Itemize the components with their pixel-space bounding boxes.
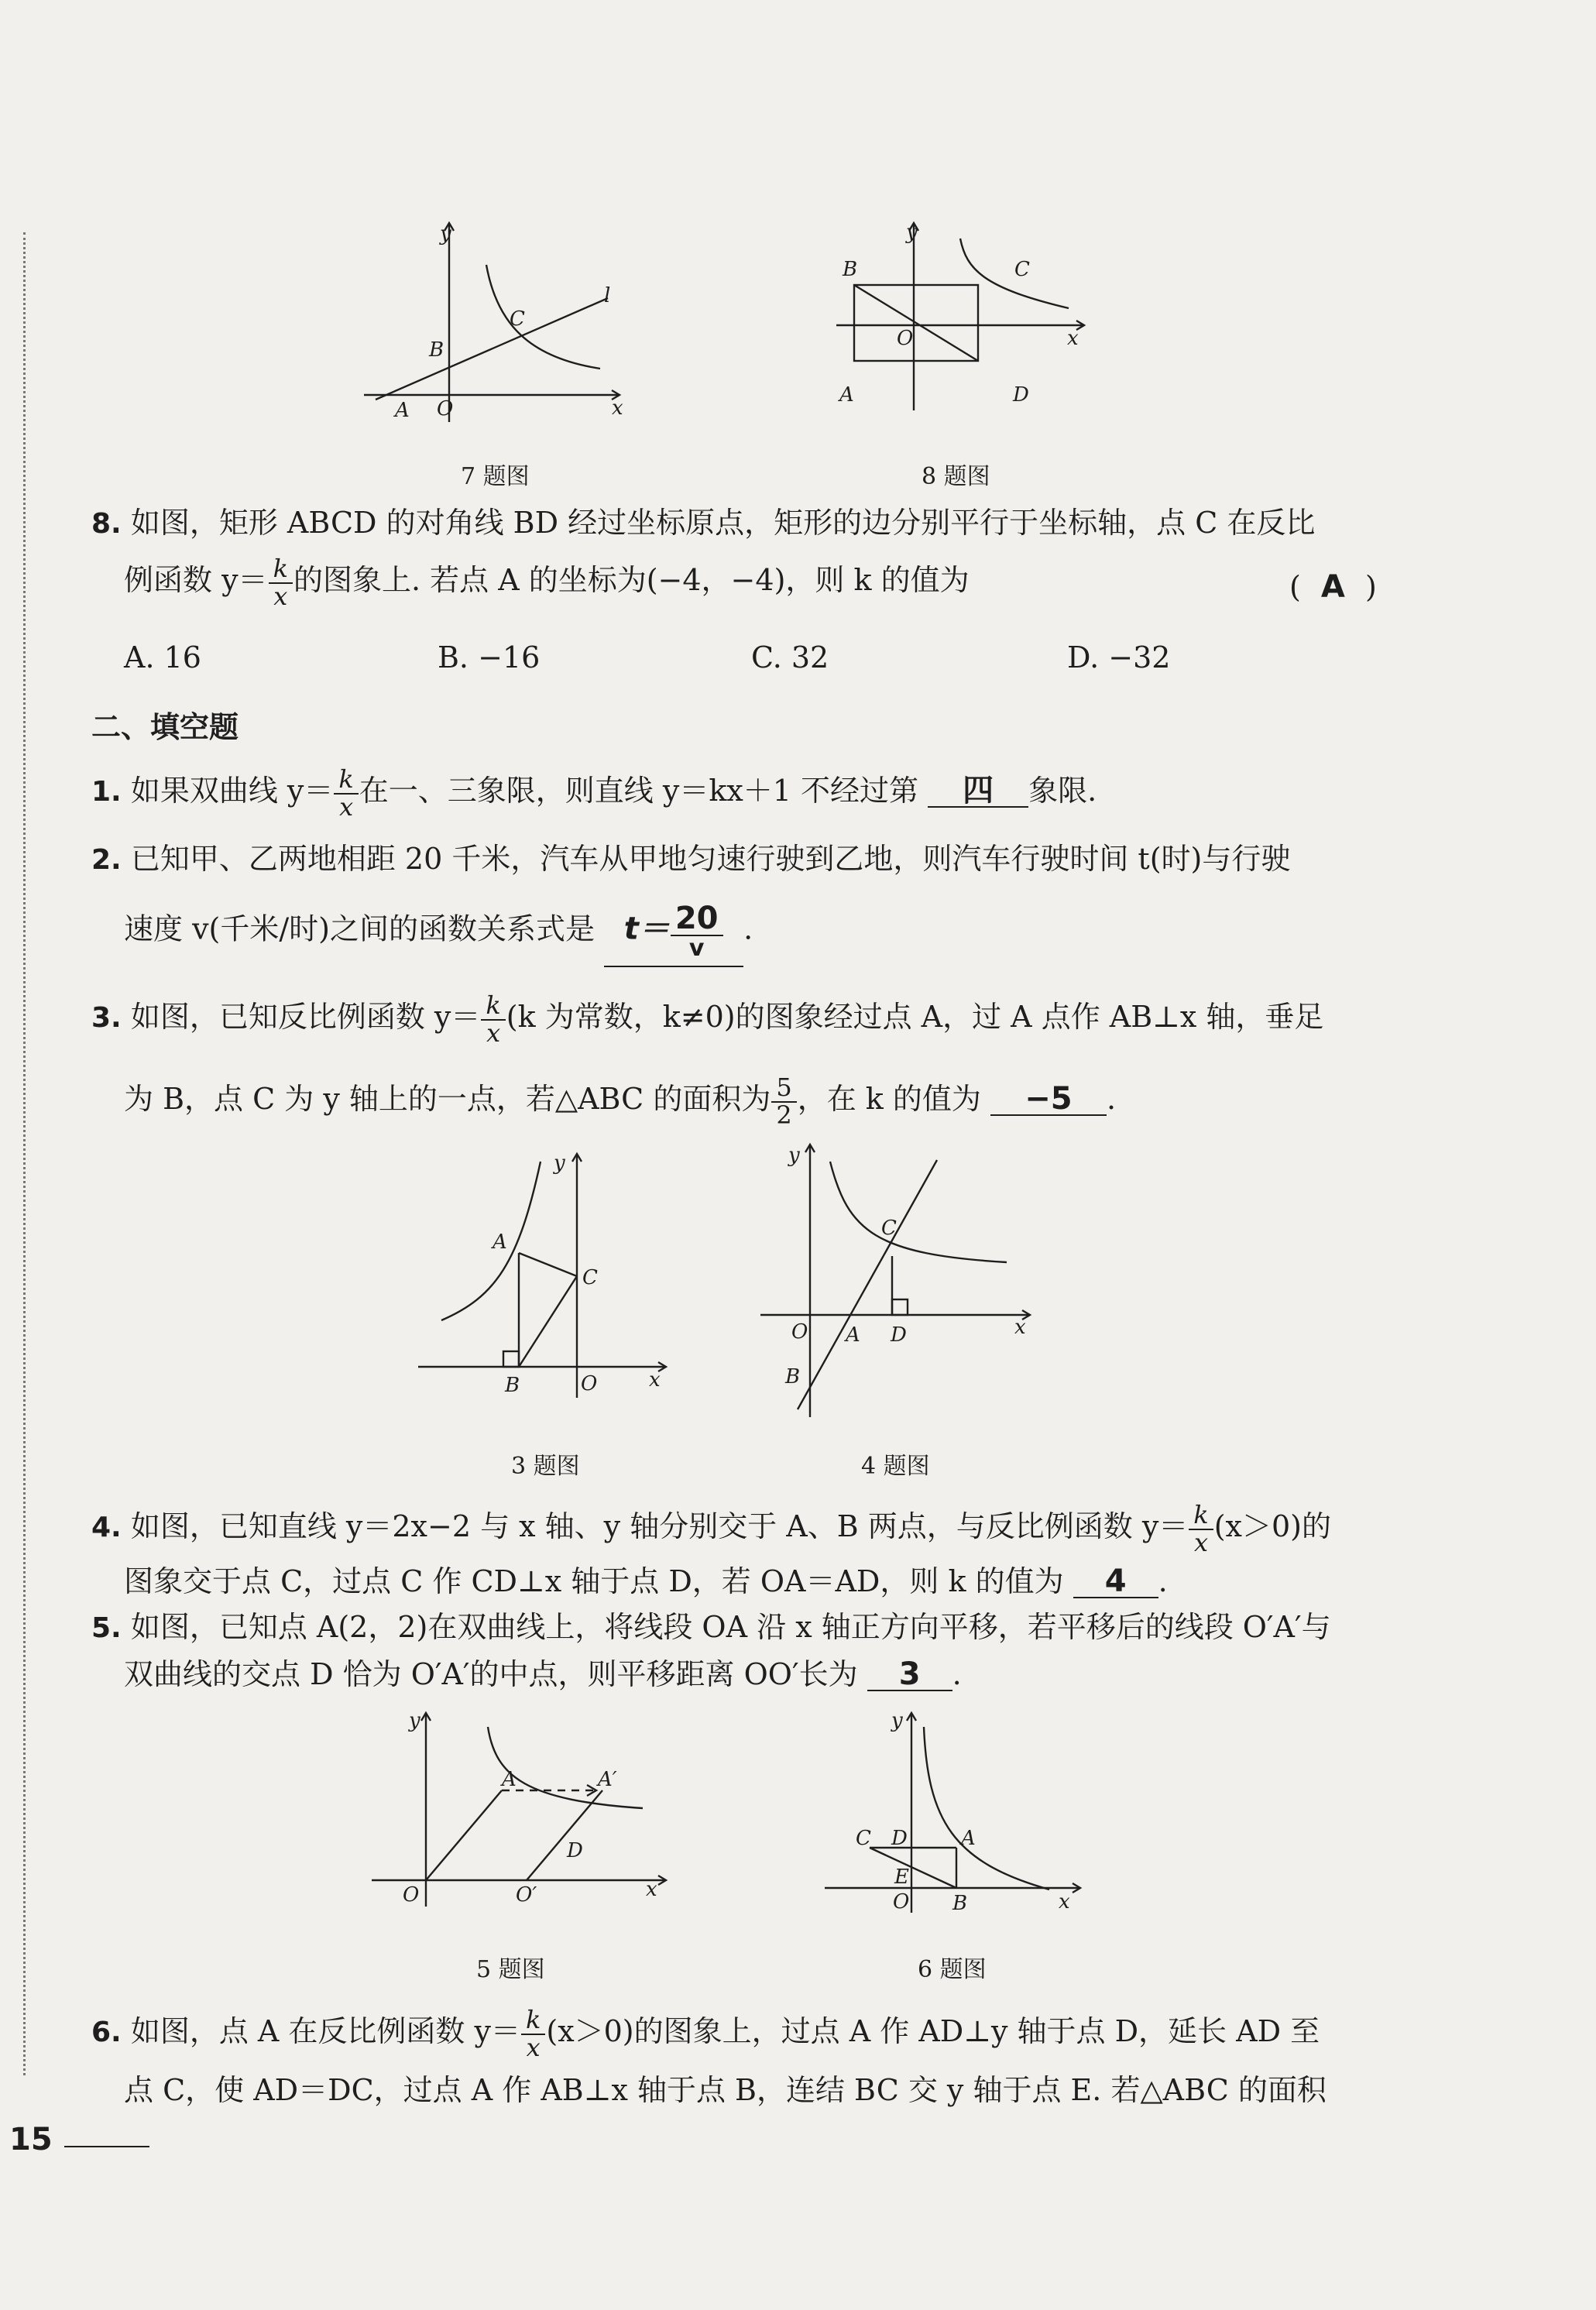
svg-text:O: O: [403, 1883, 420, 1907]
question-8-option-a: A. 16: [124, 640, 201, 674]
svg-text:D: D: [1013, 383, 1029, 407]
question-8-option-d: D. −32: [1067, 640, 1171, 674]
figure-6: [817, 1704, 1088, 1920]
svg-text:y: y: [788, 1144, 800, 1167]
svg-text:y: y: [440, 222, 451, 245]
svg-text:x: x: [1067, 327, 1079, 350]
svg-text:y: y: [554, 1152, 565, 1175]
svg-text:O: O: [437, 397, 454, 420]
svg-text:E: E: [894, 1866, 909, 1889]
svg-text:C: C: [881, 1217, 897, 1240]
svg-text:B: B: [505, 1374, 520, 1397]
svg-text:C: C: [856, 1827, 871, 1850]
figure-4: [751, 1138, 1038, 1433]
svg-text:A′: A′: [598, 1768, 617, 1791]
svg-text:y: y: [906, 221, 918, 244]
svg-text:O′: O′: [516, 1883, 537, 1907]
svg-text:B: B: [429, 338, 444, 362]
svg-text:x: x: [646, 1878, 657, 1901]
svg-text:D: D: [891, 1323, 907, 1347]
fill-question-5-line1: 5. 如图，已知点 A(2，2)在双曲线上，将线段 OA 沿 x 轴正方向平移，若平移后的线段 O′A′与: [91, 1610, 1331, 1644]
answer-blank-2: t＝ $\frac{20}{v}$: [604, 902, 743, 967]
fill-question-3-line2: 为 B，点 C 为 y 轴上的一点，若△ABC 的面积为 $\frac{5}{2}$ ，在 k 的值为 −5 .: [124, 1073, 1117, 1130]
question-8-option-c: C. 32: [751, 640, 829, 674]
binding-margin: [23, 232, 26, 2075]
question-8-line2: 例函数 y＝ $\frac{k}{x}$ 的图象上. 若点 A 的坐标为(−4，−4)，则 k 的值为: [124, 554, 970, 611]
answer-blank-5: 3: [867, 1659, 952, 1691]
fill-question-6-line2: 点 C，使 AD＝DC，过点 A 作 AB⊥x 轴于点 B，连结 BC 交 y 轴于点 E. 若△ABC 的面积: [124, 2073, 1327, 2107]
svg-text:O: O: [897, 327, 914, 350]
svg-text:y: y: [891, 1709, 903, 1732]
figure-3: [410, 1146, 674, 1409]
svg-text:x: x: [612, 396, 623, 420]
fill-question-2-line2: 速度 v(千米/时)之间的函数关系式是 t＝ $\frac{20}{v}$ .: [124, 902, 753, 967]
svg-text:O: O: [581, 1372, 598, 1395]
figure-5-caption: 5 题图: [476, 1956, 545, 1983]
svg-text:C: C: [582, 1266, 598, 1289]
svg-text:B: B: [785, 1365, 801, 1388]
figure-6-caption: 6 题图: [918, 1956, 987, 1983]
answer-blank-4: 4: [1073, 1566, 1158, 1598]
question-8-option-b: B. −16: [438, 640, 541, 674]
question-8-line1: 8. 如图，矩形 ABCD 的对角线 BD 经过坐标原点，矩形的边分别平行于坐标轴，点 C 在反比: [91, 506, 1316, 540]
question-8-answer: ( A ): [1289, 569, 1377, 605]
svg-text:x: x: [649, 1368, 661, 1392]
figure-5: [364, 1704, 674, 1913]
figure-3-caption: 3 题图: [511, 1453, 580, 1480]
fill-question-2-line1: 2. 已知甲、乙两地相距 20 千米，汽车从甲地匀速行驶到乙地，则汽车行驶时间 t(时)与行驶: [91, 842, 1291, 876]
svg-text:x: x: [1014, 1316, 1026, 1339]
svg-text:B: B: [843, 258, 858, 281]
svg-text:l: l: [604, 284, 611, 307]
figure-7-caption: 7 题图: [461, 463, 530, 490]
svg-text:A: A: [961, 1827, 976, 1850]
svg-text:A: A: [493, 1231, 507, 1254]
answer-blank-1: 四: [928, 775, 1028, 808]
fill-question-4-line1: 4. 如图，已知直线 y＝2x−2 与 x 轴、y 轴分别交于 A、B 两点，与反比例函数 y＝ $\frac{k}{x}$ (x＞0)的: [91, 1500, 1331, 1557]
page-number: 15: [9, 2122, 149, 2157]
svg-text:D: D: [567, 1839, 583, 1862]
svg-text:B: B: [952, 1892, 968, 1915]
fill-question-4-line2: 图象交于点 C，过点 C 作 CD⊥x 轴于点 D，若 OA＝AD，则 k 的值为 4 .: [124, 1563, 1168, 1599]
svg-text:A: A: [502, 1768, 517, 1791]
fill-question-5-line2: 双曲线的交点 D 恰为 O′A′的中点，则平移距离 OO′长为 3 .: [124, 1656, 962, 1692]
svg-text:D: D: [891, 1827, 908, 1850]
figure-4-caption: 4 题图: [861, 1453, 930, 1480]
svg-text:A: A: [846, 1323, 860, 1347]
answer-blank-3: −5: [990, 1083, 1107, 1116]
section-title: 二、填空题: [91, 710, 239, 744]
fill-question-3-line1: 3. 如图，已知反比例函数 y＝ $\frac{k}{x}$ (k 为常数，k≠0)的图象经过点 A，过 A 点作 AB⊥x 轴，垂足: [91, 990, 1324, 1048]
fraction-k-over-x: $\frac{k}{x}$: [271, 556, 290, 609]
svg-text:C: C: [1014, 258, 1030, 281]
svg-text:O: O: [893, 1890, 910, 1914]
svg-text:O: O: [791, 1320, 808, 1344]
svg-text:C: C: [510, 307, 525, 331]
figure-8: [829, 217, 1107, 434]
svg-text:x: x: [1059, 1890, 1070, 1914]
svg-text:y: y: [409, 1709, 420, 1732]
figure-7: [356, 217, 635, 434]
svg-text:A: A: [395, 399, 410, 422]
figure-8-caption: 8 题图: [922, 463, 990, 490]
svg-text:A: A: [839, 383, 854, 407]
fill-question-6-line1: 6. 如图，点 A 在反比例函数 y＝ $\frac{k}{x}$ (x＞0)的图象上，过点 A 作 AD⊥y 轴于点 D，延长 AD 至: [91, 2005, 1320, 2062]
fill-question-1: 1. 如果双曲线 y＝ $\frac{k}{x}$ 在一、三象限，则直线 y＝kx＋1 不经过第 四 象限.: [91, 764, 1097, 822]
